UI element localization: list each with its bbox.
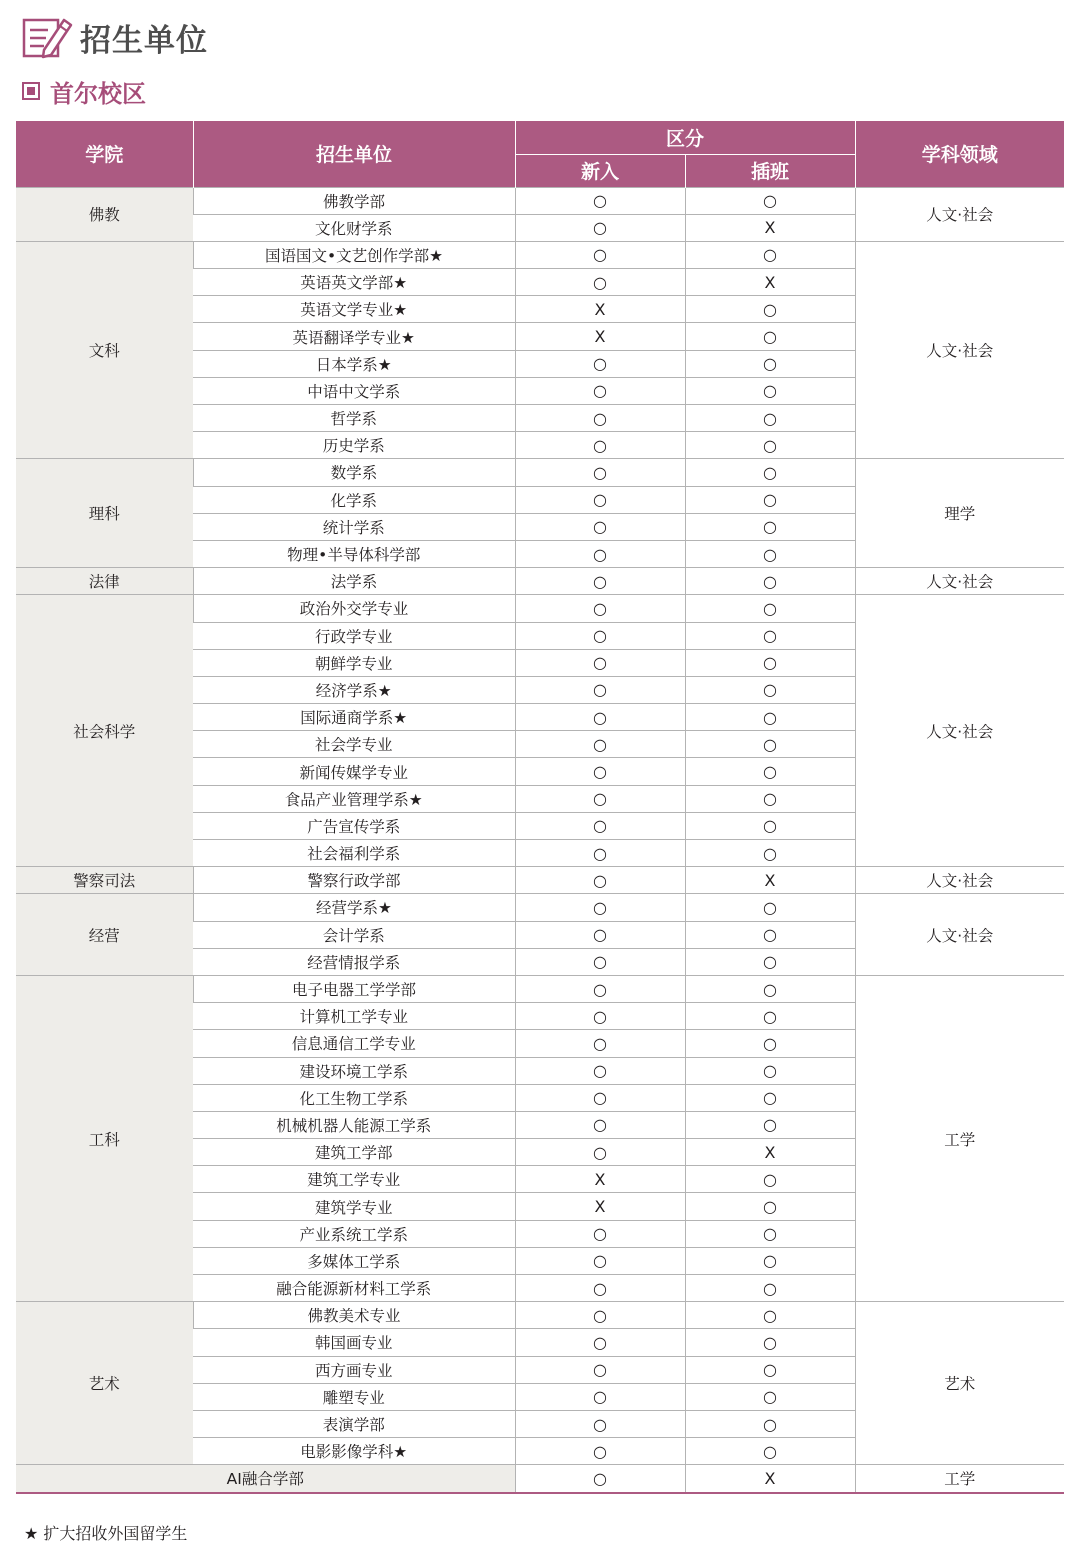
college-cell: 警察司法 (16, 867, 193, 894)
transfer-admission-cell: X (685, 1465, 855, 1493)
transfer-admission-cell: ○ (685, 1438, 855, 1465)
new-admission-cell: ○ (515, 1220, 685, 1247)
header-transfer: 插班 (685, 154, 855, 187)
unit-cell: 多媒体工学系 (193, 1247, 515, 1274)
unit-cell: 经济学系★ (193, 676, 515, 703)
unit-cell: 建筑工学部 (193, 1139, 515, 1166)
new-admission-cell: ○ (515, 1139, 685, 1166)
new-admission-cell: ○ (515, 432, 685, 459)
new-admission-cell: ○ (515, 1030, 685, 1057)
transfer-admission-cell: ○ (685, 758, 855, 785)
new-admission-cell: ○ (515, 187, 685, 214)
unit-cell: 英语文学专业★ (193, 296, 515, 323)
new-admission-cell: X (515, 323, 685, 350)
transfer-admission-cell: ○ (685, 568, 855, 595)
transfer-admission-cell: ○ (685, 595, 855, 622)
unit-cell: 数学系 (193, 459, 515, 486)
table-body (16, 187, 1064, 1493)
field-cell: 人文·社会 (855, 568, 1064, 595)
new-admission-cell: ○ (515, 921, 685, 948)
transfer-admission-cell: ○ (685, 486, 855, 513)
unit-cell: 日本学系★ (193, 350, 515, 377)
transfer-admission-cell: ○ (685, 1084, 855, 1111)
unit-cell: 经营学系★ (193, 894, 515, 921)
new-admission-cell: ○ (515, 840, 685, 867)
transfer-admission-cell: ○ (685, 1329, 855, 1356)
transfer-admission-cell: X (685, 214, 855, 241)
new-admission-cell: ○ (515, 486, 685, 513)
unit-cell: 广告宣传学系 (193, 812, 515, 839)
unit-cell: 电子电器工学学部 (193, 975, 515, 1002)
new-admission-cell: ○ (515, 568, 685, 595)
new-admission-cell: ○ (515, 1275, 685, 1302)
table-row (16, 187, 1064, 214)
table-row (16, 241, 1064, 268)
college-cell: 理科 (16, 459, 193, 568)
new-admission-cell: ○ (515, 975, 685, 1002)
new-admission-cell: ○ (515, 595, 685, 622)
unit-cell: 经营情报学系 (193, 948, 515, 975)
transfer-admission-cell: ○ (685, 812, 855, 839)
new-admission-cell: ○ (515, 269, 685, 296)
new-admission-cell: ○ (515, 540, 685, 567)
transfer-admission-cell: ○ (685, 1220, 855, 1247)
unit-cell: 行政学专业 (193, 622, 515, 649)
field-cell: 艺术 (855, 1302, 1064, 1465)
header-field: 学科领域 (855, 121, 1064, 187)
section-header (22, 74, 146, 108)
transfer-admission-cell: ○ (685, 1111, 855, 1138)
transfer-admission-cell: ○ (685, 377, 855, 404)
unit-cell: 哲学系 (193, 405, 515, 432)
new-admission-cell: ○ (515, 867, 685, 894)
unit-cell: 表演学部 (193, 1410, 515, 1437)
unit-cell: 新闻传媒学专业 (193, 758, 515, 785)
table-row (16, 595, 1064, 622)
unit-cell: 国际通商学系★ (193, 704, 515, 731)
new-admission-cell: ○ (515, 1329, 685, 1356)
footnote: ★ 扩大招收外国留学生 (24, 1524, 188, 1543)
new-admission-cell: ○ (515, 948, 685, 975)
field-cell: 人文·社会 (855, 241, 1064, 459)
new-admission-cell: ○ (515, 1057, 685, 1084)
unit-cell: 历史学系 (193, 432, 515, 459)
table-row (16, 459, 1064, 486)
unit-cell: 国语国文•文艺创作学部★ (193, 241, 515, 268)
unit-cell: 英语英文学部★ (193, 269, 515, 296)
unit-cell: 警察行政学部 (193, 867, 515, 894)
unit-cell: 融合能源新材料工学系 (193, 1275, 515, 1302)
transfer-admission-cell: ○ (685, 350, 855, 377)
transfer-admission-cell: ○ (685, 296, 855, 323)
transfer-admission-cell: ○ (685, 731, 855, 758)
transfer-admission-cell: ○ (685, 704, 855, 731)
transfer-admission-cell: ○ (685, 241, 855, 268)
new-admission-cell: ○ (515, 350, 685, 377)
field-cell: 人文·社会 (855, 595, 1064, 867)
transfer-admission-cell: ○ (685, 676, 855, 703)
new-admission-cell: ○ (515, 1247, 685, 1274)
notepad-pencil-icon (22, 14, 74, 60)
new-admission-cell: ○ (515, 405, 685, 432)
unit-cell: 化工生物工学系 (193, 1084, 515, 1111)
transfer-admission-cell: ○ (685, 1302, 855, 1329)
college-cell: 工科 (16, 975, 193, 1301)
unit-cell: 韩国画专业 (193, 1329, 515, 1356)
new-admission-cell: ○ (515, 1465, 685, 1493)
transfer-admission-cell: ○ (685, 1247, 855, 1274)
field-cell: 人文·社会 (855, 187, 1064, 241)
transfer-admission-cell: ○ (685, 649, 855, 676)
college-cell: 法律 (16, 568, 193, 595)
field-cell: 人文·社会 (855, 867, 1064, 894)
new-admission-cell: ○ (515, 1084, 685, 1111)
new-admission-cell: ○ (515, 785, 685, 812)
table-row (16, 568, 1064, 595)
unit-cell: 统计学系 (193, 513, 515, 540)
field-cell: 理学 (855, 459, 1064, 568)
unit-cell: 会计学系 (193, 921, 515, 948)
new-admission-cell: ○ (515, 1356, 685, 1383)
transfer-admission-cell: ○ (685, 540, 855, 567)
transfer-admission-cell: ○ (685, 948, 855, 975)
transfer-admission-cell: ○ (685, 323, 855, 350)
field-cell: 工学 (855, 1465, 1064, 1493)
transfer-admission-cell: ○ (685, 975, 855, 1002)
section-title: 首尔校区 (50, 79, 146, 108)
unit-cell: 信息通信工学专业 (193, 1030, 515, 1057)
unit-cell: 文化财学系 (193, 214, 515, 241)
new-admission-cell: ○ (515, 622, 685, 649)
new-admission-cell: ○ (515, 214, 685, 241)
transfer-admission-cell: ○ (685, 1356, 855, 1383)
transfer-admission-cell: X (685, 269, 855, 296)
unit-cell: 电影影像学科★ (193, 1438, 515, 1465)
college-cell: 文科 (16, 241, 193, 459)
transfer-admission-cell: ○ (685, 894, 855, 921)
unit-cell: 化学系 (193, 486, 515, 513)
new-admission-cell: ○ (515, 758, 685, 785)
square-bullet-icon (22, 82, 40, 100)
unit-cell: 法学系 (193, 568, 515, 595)
unit-cell: 佛教学部 (193, 187, 515, 214)
unit-cell: 政治外交学专业 (193, 595, 515, 622)
table-row (16, 867, 1064, 894)
transfer-admission-cell: ○ (685, 432, 855, 459)
transfer-admission-cell: ○ (685, 459, 855, 486)
transfer-admission-cell: X (685, 1139, 855, 1166)
field-cell: 人文·社会 (855, 894, 1064, 976)
new-admission-cell: ○ (515, 459, 685, 486)
header-category: 区分 (515, 121, 855, 154)
unit-cell: 机械机器人能源工学系 (193, 1111, 515, 1138)
new-admission-cell: ○ (515, 1111, 685, 1138)
unit-cell: 食品产业管理学系★ (193, 785, 515, 812)
page-title: 招生单位 (80, 22, 208, 59)
transfer-admission-cell: ○ (685, 1003, 855, 1030)
new-admission-cell: ○ (515, 513, 685, 540)
unit-cell: 社会学专业 (193, 731, 515, 758)
table-row (16, 975, 1064, 1002)
transfer-admission-cell: X (685, 867, 855, 894)
new-admission-cell: ○ (515, 1438, 685, 1465)
table-row (16, 894, 1064, 921)
transfer-admission-cell: ○ (685, 840, 855, 867)
page-header (22, 14, 208, 60)
unit-cell: AI融合学部 (16, 1465, 515, 1493)
transfer-admission-cell: ○ (685, 187, 855, 214)
header-unit: 招生单位 (193, 121, 515, 187)
transfer-admission-cell: ○ (685, 1057, 855, 1084)
transfer-admission-cell: ○ (685, 1275, 855, 1302)
new-admission-cell: ○ (515, 241, 685, 268)
table-row (16, 1302, 1064, 1329)
new-admission-cell: ○ (515, 704, 685, 731)
transfer-admission-cell: ○ (685, 513, 855, 540)
transfer-admission-cell: ○ (685, 1383, 855, 1410)
transfer-admission-cell: ○ (685, 1030, 855, 1057)
new-admission-cell: ○ (515, 1003, 685, 1030)
unit-cell: 西方画专业 (193, 1356, 515, 1383)
transfer-admission-cell: ○ (685, 1166, 855, 1193)
table-row (16, 1465, 1064, 1493)
unit-cell: 建筑工学专业 (193, 1166, 515, 1193)
transfer-admission-cell: ○ (685, 1410, 855, 1437)
unit-cell: 建筑学专业 (193, 1193, 515, 1220)
unit-cell: 英语翻译学专业★ (193, 323, 515, 350)
new-admission-cell: ○ (515, 812, 685, 839)
new-admission-cell: X (515, 296, 685, 323)
unit-cell: 中语中文学系 (193, 377, 515, 404)
transfer-admission-cell: ○ (685, 785, 855, 812)
new-admission-cell: ○ (515, 1383, 685, 1410)
new-admission-cell: ○ (515, 377, 685, 404)
new-admission-cell: ○ (515, 649, 685, 676)
college-cell: 经营 (16, 894, 193, 976)
new-admission-cell: X (515, 1193, 685, 1220)
unit-cell: 朝鲜学专业 (193, 649, 515, 676)
new-admission-cell: ○ (515, 1410, 685, 1437)
transfer-admission-cell: ○ (685, 622, 855, 649)
transfer-admission-cell: ○ (685, 921, 855, 948)
new-admission-cell: X (515, 1166, 685, 1193)
header-college: 学院 (16, 121, 193, 187)
unit-cell: 雕塑专业 (193, 1383, 515, 1410)
new-admission-cell: ○ (515, 1302, 685, 1329)
unit-cell: 佛教美术专业 (193, 1302, 515, 1329)
college-cell: 佛教 (16, 187, 193, 241)
college-cell: 社会科学 (16, 595, 193, 867)
new-admission-cell: ○ (515, 731, 685, 758)
college-cell: 艺术 (16, 1302, 193, 1465)
transfer-admission-cell: ○ (685, 405, 855, 432)
unit-cell: 建设环境工学系 (193, 1057, 515, 1084)
unit-cell: 社会福利学系 (193, 840, 515, 867)
header-new: 新入 (515, 154, 685, 187)
unit-cell: 物理•半导体科学部 (193, 540, 515, 567)
unit-cell: 计算机工学专业 (193, 1003, 515, 1030)
new-admission-cell: ○ (515, 676, 685, 703)
unit-cell: 产业系统工学系 (193, 1220, 515, 1247)
field-cell: 工学 (855, 975, 1064, 1301)
admission-units-table (16, 121, 1064, 1494)
transfer-admission-cell: ○ (685, 1193, 855, 1220)
new-admission-cell: ○ (515, 894, 685, 921)
